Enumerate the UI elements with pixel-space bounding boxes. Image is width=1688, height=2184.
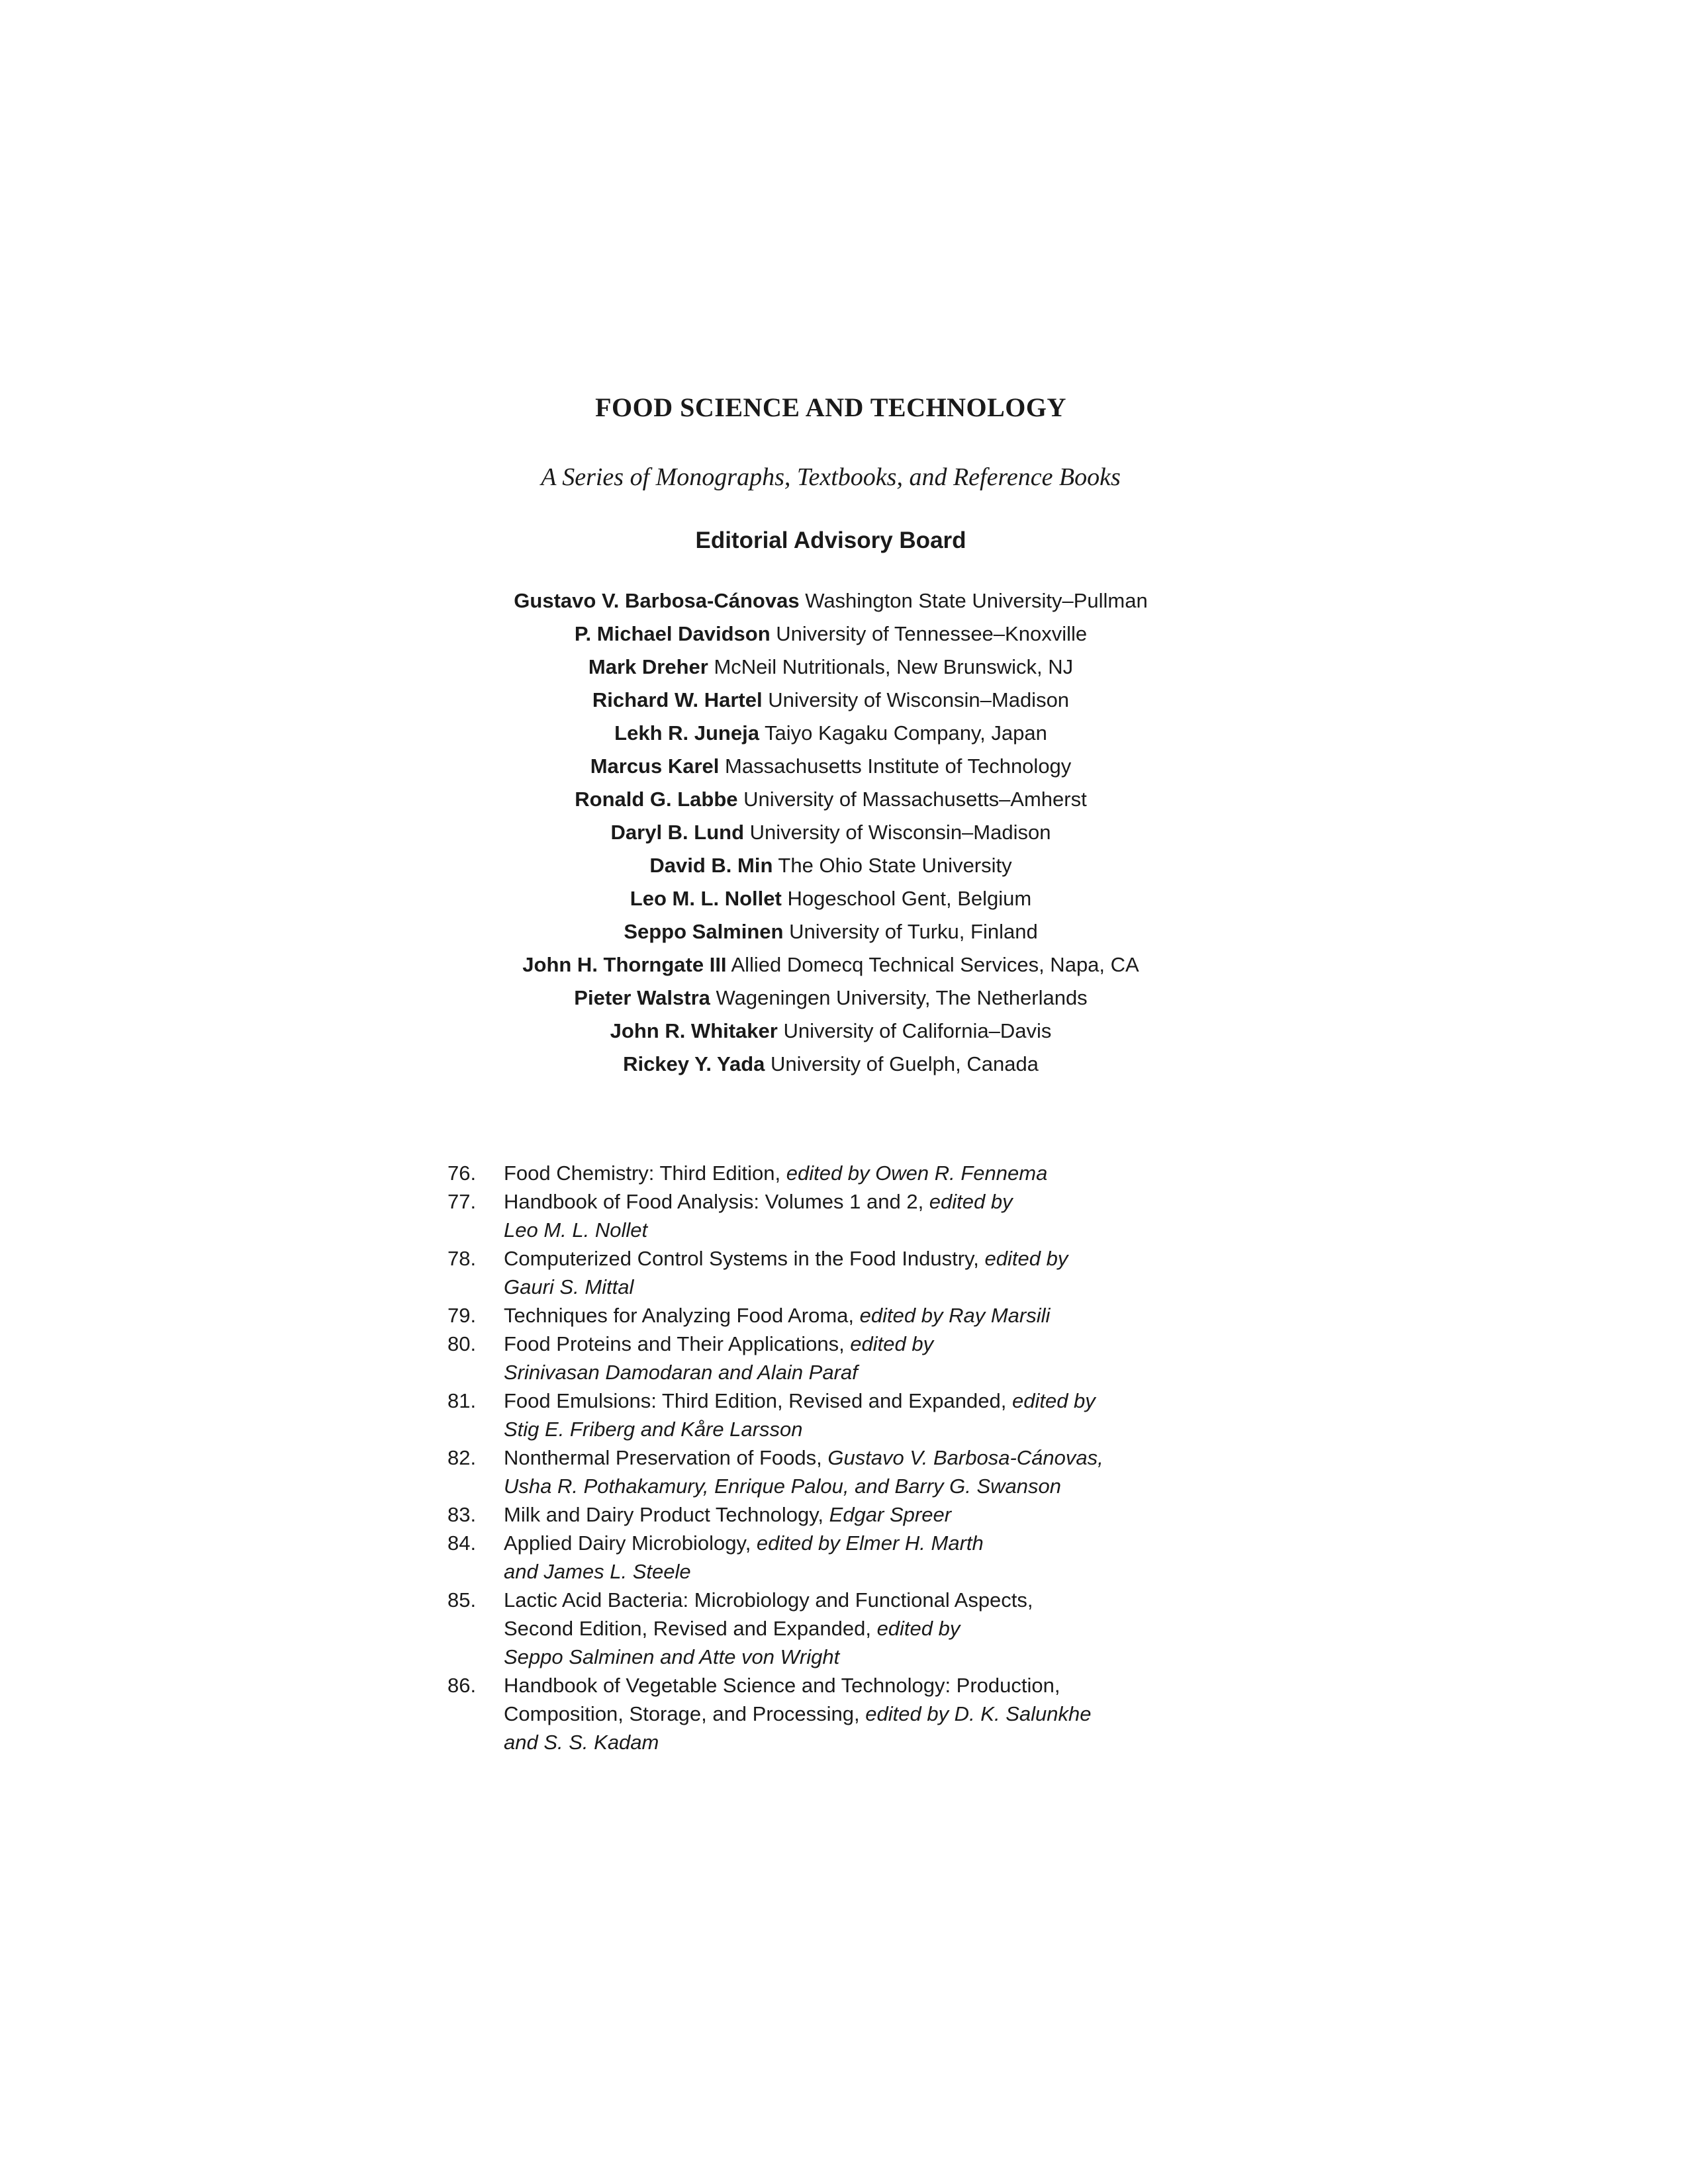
board-list xyxy=(0,584,1662,1081)
board-member: Mark Dreher McNeil Nutritionals, New Brunswick, NJ xyxy=(588,655,1074,678)
book-entry xyxy=(447,1500,1282,1529)
book-entry-number: 76. xyxy=(447,1161,477,1185)
book-entry-number: 78. xyxy=(447,1247,477,1270)
board-member: John R. Whitaker University of California–Davis xyxy=(610,1019,1052,1042)
board-member: Gustavo V. Barbosa-Cánovas Washington State University–Pullman xyxy=(514,589,1148,612)
book-entry-number: 81. xyxy=(447,1389,477,1412)
book-entry-text: Lactic Acid Bacteria: Microbiology and Functional Aspects, Second Edition, Revised and Expanded, edited by Seppo Salminen and Atte von Wright xyxy=(504,1588,1033,1668)
board-member-name: David B. Min xyxy=(649,854,773,877)
book-entry xyxy=(447,1529,1282,1586)
board-member-name: P. Michael Davidson xyxy=(574,622,771,645)
book-entry-number: 80. xyxy=(447,1332,477,1355)
book-entry xyxy=(447,1187,1282,1244)
book-entry xyxy=(447,1443,1282,1500)
board-member-name: Pieter Walstra xyxy=(574,986,710,1009)
board-member-name: Ronald G. Labbe xyxy=(575,788,738,811)
series-header-block xyxy=(0,0,1662,1081)
board-member: Rickey Y. Yada University of Guelph, Canada xyxy=(623,1052,1039,1075)
book-entry xyxy=(447,1330,1282,1387)
board-member-name: John H. Thorngate III xyxy=(522,953,727,976)
book-list xyxy=(447,1159,1282,1756)
book-entry-text: Food Proteins and Their Applications, edited by Srinivasan Damodaran and Alain Paraf xyxy=(504,1332,934,1384)
book-entry-number: 82. xyxy=(447,1446,477,1469)
board-member-name: Marcus Karel xyxy=(590,754,720,778)
board-member-name: Richard W. Hartel xyxy=(592,688,763,711)
book-entry-text: Food Chemistry: Third Edition, edited by Owen R. Fennema xyxy=(504,1161,1048,1185)
board-member: Seppo Salminen University of Turku, Finland xyxy=(624,920,1038,943)
board-member: Pieter Walstra Wageningen University, The Netherlands xyxy=(574,986,1088,1009)
board-member: David B. Min The Ohio State University xyxy=(649,854,1012,877)
book-entry-text: Nonthermal Preservation of Foods, Gustavo V. Barbosa-Cánovas, Usha R. Pothakamury, Enrique Palou, and Barry G. Swanson xyxy=(504,1446,1103,1498)
book-entry xyxy=(447,1244,1282,1301)
book-entry-text: Techniques for Analyzing Food Aroma, edited by Ray Marsili xyxy=(504,1304,1051,1327)
book-entry-text: Computerized Control Systems in the Food Industry, edited by Gauri S. Mittal xyxy=(504,1247,1068,1298)
editorial-advisory-board-heading: Editorial Advisory Board xyxy=(695,527,966,553)
board-member-name: Gustavo V. Barbosa-Cánovas xyxy=(514,589,800,612)
book-entry xyxy=(447,1159,1282,1187)
book-entry-number: 77. xyxy=(447,1190,477,1213)
board-member: Ronald G. Labbe University of Massachusetts–Amherst xyxy=(575,788,1087,811)
book-entry xyxy=(447,1671,1282,1756)
book-entry xyxy=(447,1586,1282,1671)
book-entry-number: 84. xyxy=(447,1531,477,1555)
board-member-name: Daryl B. Lund xyxy=(610,821,745,844)
book-entry-number: 85. xyxy=(447,1588,477,1612)
series-title: FOOD SCIENCE AND TECHNOLOGY xyxy=(595,392,1066,422)
board-member: Lekh R. Juneja Taiyo Kagaku Company, Japan xyxy=(614,721,1047,745)
book-entry-text: Milk and Dairy Product Technology, Edgar Spreer xyxy=(504,1503,952,1526)
board-member: Richard W. Hartel University of Wisconsin–Madison xyxy=(592,688,1070,711)
board-member-name: Lekh R. Juneja xyxy=(614,721,759,745)
board-member: Marcus Karel Massachusetts Institute of Technology xyxy=(590,754,1072,778)
series-subtitle: A Series of Monographs, Textbooks, and Reference Books xyxy=(541,463,1121,491)
board-member: Daryl B. Lund University of Wisconsin–Madison xyxy=(610,821,1051,844)
book-entry-text: Handbook of Food Analysis: Volumes 1 and 2, edited by Leo M. L. Nollet xyxy=(504,1190,1013,1242)
board-member: John H. Thorngate III Allied Domecq Technical Services, Napa, CA xyxy=(522,953,1139,976)
book-entry-number: 86. xyxy=(447,1674,477,1697)
book-entry-text: Applied Dairy Microbiology, edited by Elmer H. Marth and James L. Steele xyxy=(504,1531,984,1583)
board-member-name: Rickey Y. Yada xyxy=(623,1052,765,1075)
book-entry-number: 83. xyxy=(447,1503,477,1526)
board-member-name: Mark Dreher xyxy=(588,655,708,678)
board-member-name: Leo M. L. Nollet xyxy=(630,887,782,910)
book-entry xyxy=(447,1387,1282,1443)
book-entry xyxy=(447,1301,1282,1330)
book-entry-text: Food Emulsions: Third Edition, Revised and Expanded, edited by Stig E. Friberg and Kåre Larsson xyxy=(504,1389,1096,1441)
board-member: P. Michael Davidson University of Tennessee–Knoxville xyxy=(574,622,1088,645)
book-entry-text: Handbook of Vegetable Science and Technology: Production, Composition, Storage, and Processing, edited by D. K. Salunkhe and S. S. Kadam xyxy=(504,1674,1092,1754)
board-member: Leo M. L. Nollet Hogeschool Gent, Belgium xyxy=(630,887,1032,910)
board-member-name: Seppo Salminen xyxy=(624,920,784,943)
book-entry-number: 79. xyxy=(447,1304,477,1327)
board-member-name: John R. Whitaker xyxy=(610,1019,778,1042)
